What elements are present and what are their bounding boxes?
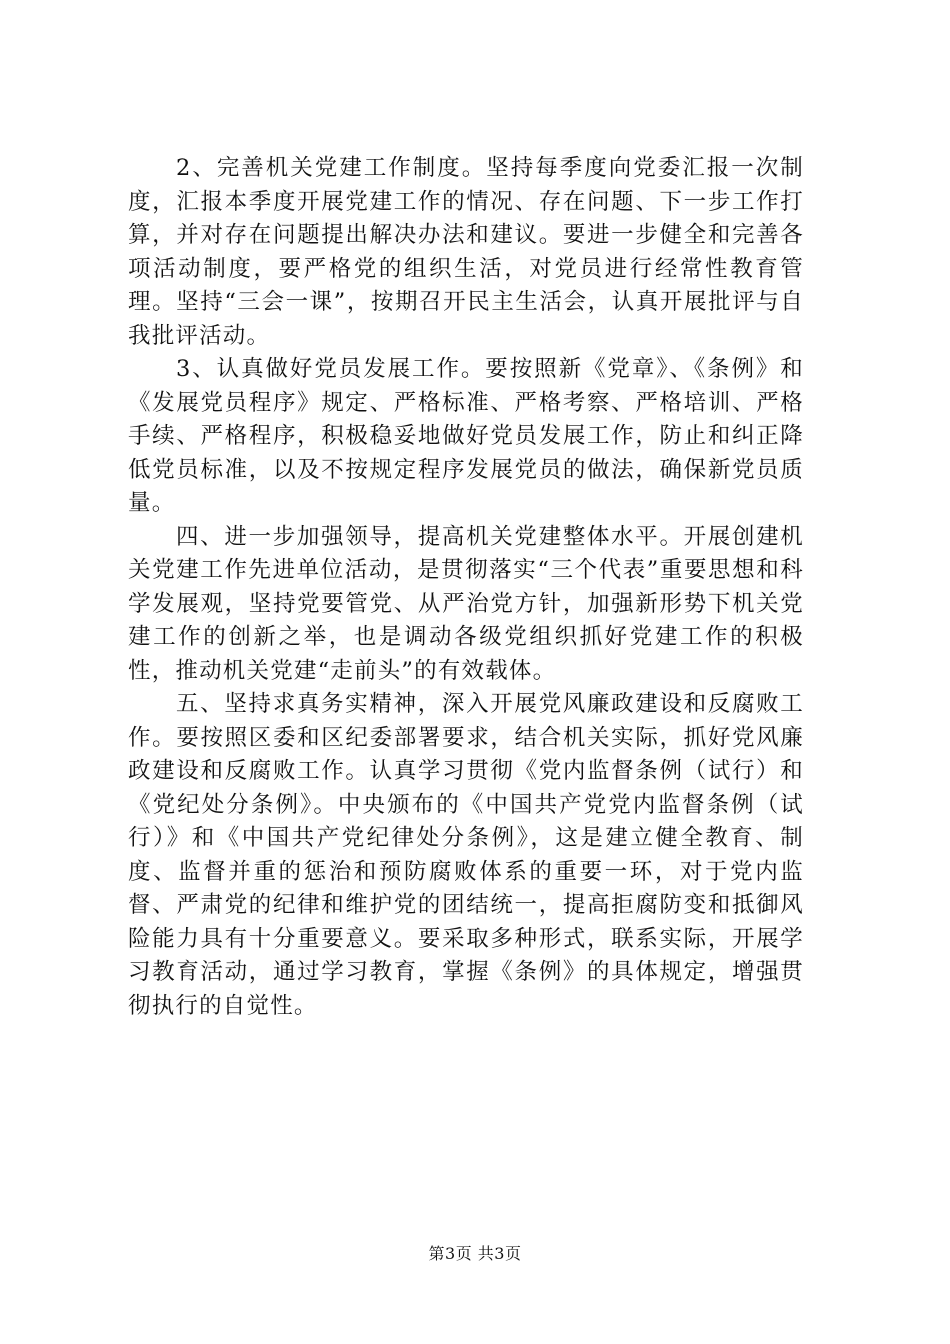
paragraph-member-development: 3、认真做好党员发展工作。要按照新《党章》、《条例》和《发展党员程序》规定、严格标准、严格考察、严格培训、严格手续、严格程序，积极稳妥地做好党员发展工作，防止和纠正降低党员标准，以及不按规定程序发展党员的做法，确保新党员质量。 xyxy=(128,356,804,516)
paragraph-anti-corruption: 五、坚持求真务实精神，深入开展党风廉政建设和反腐败工作。要按照区委和区纪委部署要求，结合机关实际，抓好党风廉政建设和反腐败工作。认真学习贯彻《党内监督条例（试行）和《党纪处分条例》。中央颁布的《中国共产党党内监督条例（试行）》和《中国共产党纪律处分条例》，这是建立健全教育、制度、监督并重的惩治和预防腐败体系的重要一环，对于党内监督、严肃党的纪律和维护党的团结统一，提高拒腐防变和抵御风险能力具有十分重要意义。要采取多种形式，联系实际，开展学习教育活动，通过学习教育，掌握《条例》的具体规定，增强贯彻执行的自觉性。 xyxy=(128,691,804,1019)
page-number-footer: 第3页 共3页 xyxy=(428,1244,522,1263)
paragraph-system-improvement: 2、完善机关党建工作制度。坚持每季度向党委汇报一次制度，汇报本季度开展党建工作的情况、存在问题、下一步工作打算，并对存在问题提出解决办法和建议。要进一步健全和完善各项活动制度，要严格党的组织生活，对党员进行经常性教育管理。坚持“三会一课”，按期召开民主生活会，认真开展批评与自我批评活动。 xyxy=(128,155,804,349)
document-body xyxy=(128,152,804,1023)
paragraph-strengthen-leadership: 四、进一步加强领导，提高机关党建整体水平。开展创建机关党建工作先进单位活动，是贯彻落实“三个代表”重要思想和科学发展观，坚持党要管党、从严治党方针，加强新形势下机关党建工作的创新之举，也是调动各级党组织抓好党建工作的积极性，推动机关党建“走前头”的有效载体。 xyxy=(128,523,804,684)
